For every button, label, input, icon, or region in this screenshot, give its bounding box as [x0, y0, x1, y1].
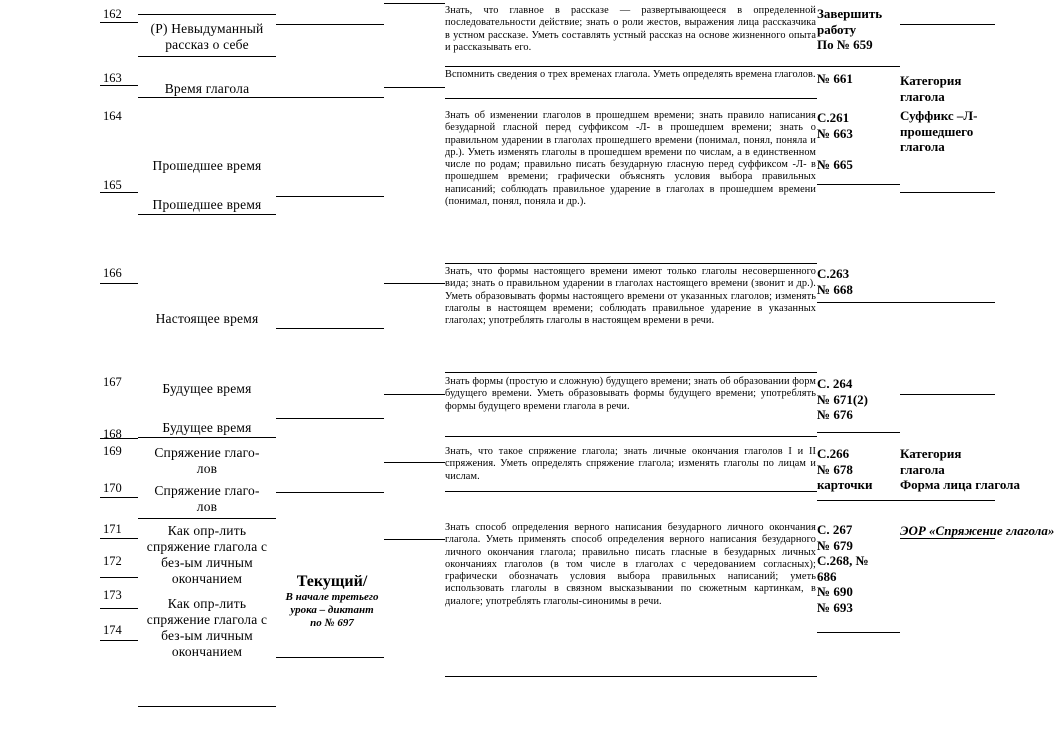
homework-cell: С.266 № 678 карточки [817, 446, 873, 493]
lesson-number: 162 [103, 7, 122, 21]
topic-note: Категория глагола [900, 73, 962, 104]
homework-cell: С. 267 № 679 С.268, № 686 № 690 № 693 [817, 522, 869, 615]
lesson-number: 164 [103, 109, 122, 123]
lesson-topic: Время глагола [164, 81, 250, 96]
lesson-number: 170 [103, 481, 122, 495]
resource-note: ЭОР «Спряжение глагола» [900, 523, 1054, 538]
learning-goal: Знать, что главное в рассказе — развертывающееся в определенной последовательности действие; знать о роли жестов, выражения лица рассказчика в устном рассказе. Уметь составлять устный рассказ на основе жизненного опыта и рассказывать его. [445, 5, 816, 53]
lesson-topic: Прошедшее время [152, 197, 262, 212]
homework-cell: Завершить работу По № 659 [817, 6, 883, 53]
topic-note: Категория глагола Форма лица глагола [900, 446, 1020, 493]
lesson-number: 172 [103, 554, 122, 568]
lesson-number: 166 [103, 266, 122, 280]
lesson-number: 174 [103, 623, 122, 637]
lesson-topic: Как опр-лить спряжение глагола с без-ым личным окончанием [146, 596, 268, 659]
lesson-number: 168 [103, 427, 122, 441]
lesson-topic: Спряжение глаго-лов [154, 445, 260, 476]
lesson-number: 163 [103, 71, 122, 85]
lesson-topic: Прошедшее время [152, 158, 262, 173]
lesson-number: 165 [103, 178, 122, 192]
homework-cell: С.261 № 663 № 665 [817, 110, 853, 172]
learning-goal: Знать, что формы настоящего времени имеют только глаголы несовершенного вида; знать о правильном ударении в глаголах настоящего времени (звонит и др.). Уметь образовывать формы настоящего времени от указанных глаголов; изменять глаголы в настоящем времени; соблюдать правильное ударение в указанных глаголах; употреблять глаголы в настоящем времени в речи. [445, 266, 816, 327]
learning-goal: Знать способ определения верного написания безударного личного окончания глагола. Уметь применять способ определения верного написания безударного личного окончания глагола; правильно писать гласные в безударных личных окончаниях глаголов (в том числе в глаголах с чередованием согласных); графически обозначать условия выбора правильных написаний; уметь использовать глаголы в связном высказывании по сюжетным картинкам, в диалоге; употреблять глаголы-синонимы в речи. [445, 522, 816, 607]
lesson-topic: Будущее время [162, 381, 252, 396]
lesson-number: 171 [103, 522, 122, 536]
learning-goal: Знать формы (простую и сложную) будущего времени; знать об образовании форм будущего времени. Уметь образовывать формы будущего времени; употреблять формы будущего времени глагола в речи. [445, 376, 816, 412]
learning-goal: Знать, что такое спряжение глагола; знать личные окончания глаголов I и II спряжения. Уметь определять спряжение глагола; изменять глаголы по лицам и числам. [445, 446, 816, 482]
lesson-number: 169 [103, 444, 122, 458]
topic-note: Суффикс –Л- прошедшего глагола [900, 108, 978, 155]
homework-cell: С.263 № 668 [817, 266, 853, 297]
lesson-number: 173 [103, 588, 122, 602]
homework-cell: № 661 [817, 71, 853, 86]
lesson-topic: Как опр-лить спряжение глагола с без-ым личным окончанием [146, 523, 268, 586]
lesson-topic: Спряжение глаго-лов [154, 483, 260, 514]
homework-cell: С. 264 № 671(2) № 676 [817, 376, 868, 423]
lesson-topic: Настоящее время [155, 311, 259, 326]
lesson-topic: Будущее время [162, 420, 252, 435]
learning-goal: Знать об изменении глаголов в прошедшем времени; знать правило написания безударной гласной перед суффиксом -Л- в прошедшем времени; знать о правильном ударении в глаголах прошедшего времени (понимал, понял, поняла и др.). Уметь изменять глаголы в прошедшем времени по числам, а в единственном числе по родам; правильно писать безударную гласную перед суффиксом -Л- в прошедшем времени; графически объяснять условия выбора правильных написаний; соблюдать правильное ударение в глаголах в прошедшем времени (понимал, понял, поняла и др.). [445, 110, 816, 208]
learning-goal: Вспомнить сведения о трех временах глагола. Уметь определять времена глаголов. [445, 69, 816, 80]
control-detail: В начале третьего урока – диктант по № 697 [285, 591, 379, 629]
lesson-topic: (Р) Невыдуманный рассказ о себе [150, 21, 264, 52]
control-title: Текущий/ [296, 573, 368, 590]
lesson-number: 167 [103, 375, 122, 389]
